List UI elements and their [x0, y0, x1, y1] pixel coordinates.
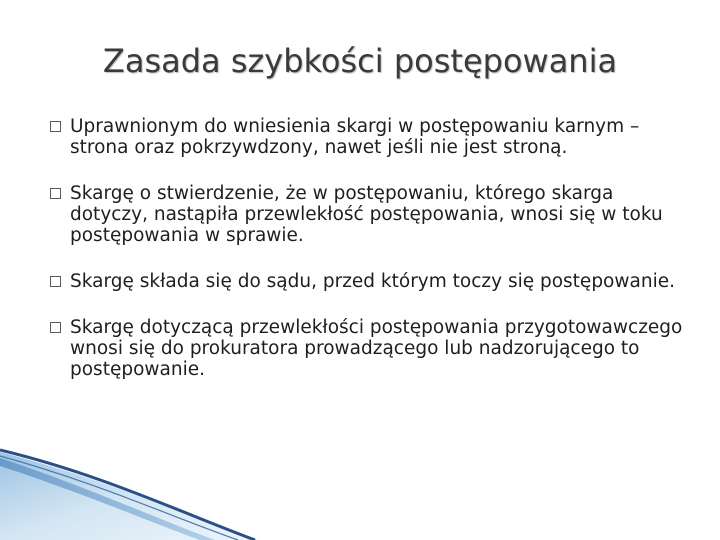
- bullet-text: Skargę o stwierdzenie, że w postępowaniu, którego skarga dotyczy, nastąpiła przewlekłość postępowania, wnosi się w toku postępowania w sprawie.: [70, 183, 663, 246]
- bullet-list: [50, 116, 690, 380]
- bullet-text: Uprawnionym do wniesienia skargi w postępowaniu karnym – strona oraz pokrzywdzony, nawet jeśli nie jest stroną.: [70, 116, 640, 158]
- bullet-item: [50, 317, 690, 380]
- square-bullet-icon: [50, 276, 61, 287]
- bullet-item: [50, 116, 690, 158]
- bullet-item: [50, 183, 690, 246]
- bullet-text: Skargę dotyczącą przewlekłości postępowania przygotowawczego wnosi się do prokuratora prowadzącego lub nadzorującego to postępowanie.: [70, 317, 683, 380]
- square-bullet-icon: [50, 188, 61, 199]
- bullet-text: Skargę składa się do sądu, przed którym toczy się postępowanie.: [70, 271, 675, 292]
- decorative-wave: [0, 440, 720, 540]
- square-bullet-icon: [50, 322, 61, 333]
- bullet-item: [50, 271, 690, 292]
- square-bullet-icon: [50, 121, 61, 132]
- slide-title: Zasada szybkości postępowania: [102, 42, 618, 80]
